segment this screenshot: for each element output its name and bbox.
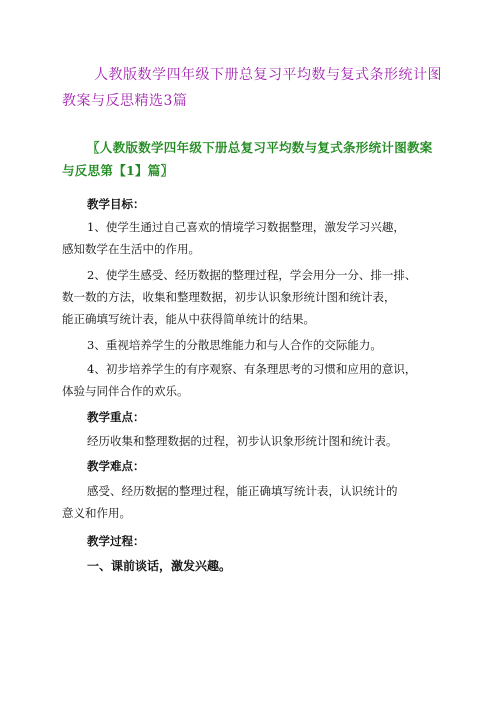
objective-4 (62, 358, 434, 402)
key-points-line-1: 经历收集和整理数据的过程，初步认识象形统计图和统计表。 (87, 434, 398, 448)
objective-1-line-1: 1、使学生通过自己喜欢的情境学习数据整理，激发学习兴趣， (87, 220, 405, 234)
objective-2 (62, 264, 434, 330)
objective-4-line-1: 4、初步培养学生的有序观察、有条理思考的习惯和应用的意识， (87, 362, 417, 376)
objective-2-line-1: 2、使学生感受、经历数据的整理过程，学会用分一分、排一排、 (87, 268, 417, 282)
process-label: 教学过程： (87, 534, 145, 548)
objectives-label: 教学目标： (87, 197, 145, 211)
objective-2-line-3: 能正确填写统计表，能从中获得简单统计的结果。 (62, 312, 315, 326)
difficulties-label: 教学难点： (87, 459, 145, 473)
document-title: 人教版数学四年级下册总复习平均数与复式条形统计图教案与反思精选3篇 (62, 67, 442, 109)
difficulties-line-2: 意义和作用。 (62, 506, 131, 520)
section-heading: 〖人教版数学四年级下册总复习平均数与复式条形统计图教案与反思第【1】篇〗 (62, 140, 433, 178)
key-points (62, 430, 434, 452)
objective-2-line-2: 数一数的方法，收集和整理数据，初步认识象形统计图和统计表， (62, 290, 396, 304)
key-points-label: 教学重点： (87, 410, 145, 424)
objective-4-line-2: 体验与同伴合作的欢乐。 (62, 384, 189, 398)
difficulties (62, 480, 434, 524)
objective-3-line-1: 3、重视培养学生的分散思维能力和与人合作的交际能力。 (87, 338, 382, 352)
objective-3 (62, 334, 434, 356)
difficulties-line-1: 感受、经历数据的整理过程，能正确填写统计表，认识统计的 (87, 484, 398, 498)
objective-1 (62, 216, 434, 260)
process-step-1: 一、课前谈话，激发兴趣。 (87, 559, 232, 573)
objective-1-line-2: 感知数学在生活中的作用。 (62, 242, 200, 256)
